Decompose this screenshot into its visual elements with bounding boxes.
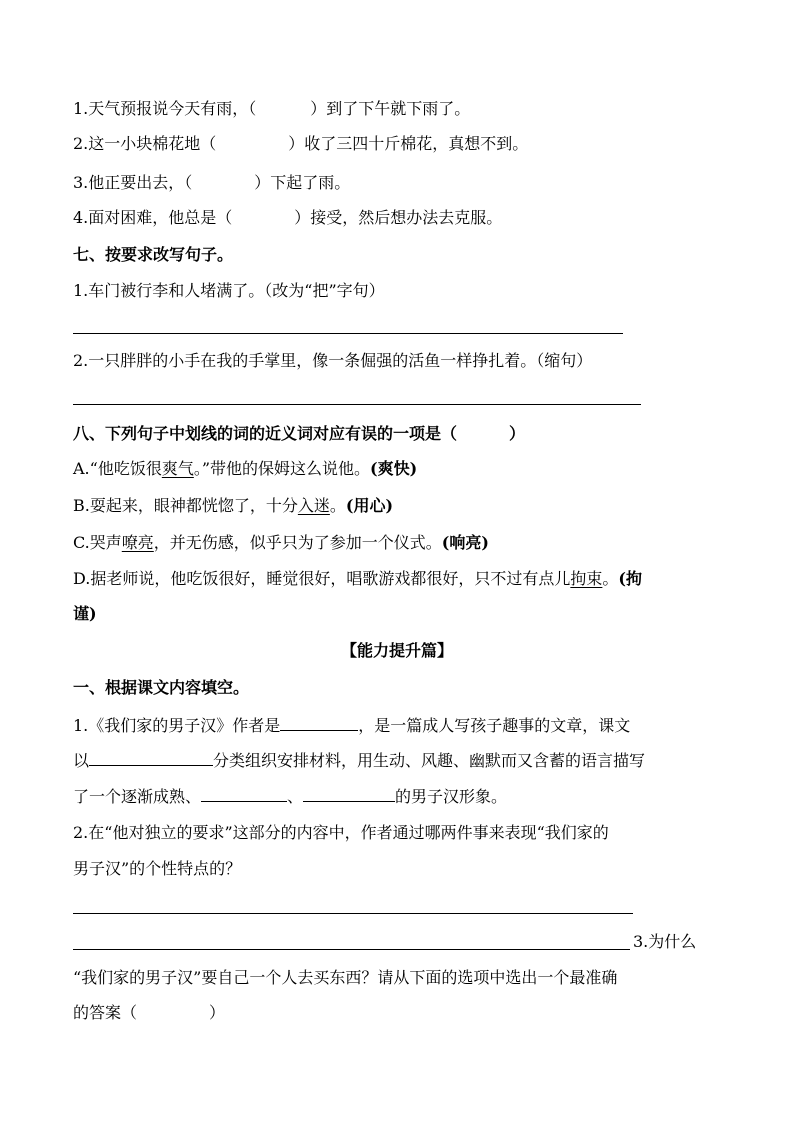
underlined-word: 爽气 (161, 459, 194, 478)
fill-item-text: 4.面对困难，他总是（ (73, 208, 233, 227)
underlined-word: 嘹亮 (121, 533, 154, 552)
answer-line[interactable] (73, 949, 630, 950)
answer-blank[interactable] (89, 749, 213, 766)
fill-item-4 (73, 207, 502, 229)
question-text: 的答案（ (73, 1003, 138, 1022)
option-text: B.耍起来，眼神都恍惚了，十分 (73, 496, 298, 515)
question-text: ，是一篇成人写孩子趣事的文章，课文 (358, 716, 631, 735)
option-d (73, 568, 642, 590)
question-text: 分类组织安排材料，用生动、风趣、幽默而又含蓄的语言描写 (213, 751, 646, 770)
option-text: D.据老师说，他吃饭很好，睡觉很好，唱歌游戏都很好，只不过有点儿 (73, 569, 571, 588)
question-text: ） (209, 1003, 226, 1022)
question-2-line-2: 男子汉”的个性特点的？ (73, 859, 242, 878)
answer-line[interactable] (73, 333, 623, 334)
fill-item-text: ）收了三四十斤棉花，真想不到。 (288, 134, 529, 153)
option-text: 。 (329, 496, 346, 515)
section-8-title (73, 423, 525, 445)
question-text: 了一个逐渐成熟、 (73, 787, 202, 806)
question-2-line-1: 2.在“他对独立的要求”这部分的内容中，作者通过哪两件事来表现“我们家的 (73, 823, 609, 842)
section-8-title-text: 八、下列句子中划线的词的近义词对应有误的一项是（ (73, 424, 458, 443)
question-text: 以 (73, 751, 90, 770)
rewrite-question-2: 2.一只胖胖的小手在我的手掌里，像一条倔强的活鱼一样挣扎着。（缩句） (73, 351, 593, 370)
question-3-line-1: “我们家的男子汉”要自己一个人去买东西？请从下面的选项中选出一个最准确 (73, 968, 618, 987)
option-c (73, 532, 489, 554)
fill-item-text: 1.天气预报说今天有雨，（ (73, 99, 257, 118)
fill-item-text: ）接受，然后想办法去克服。 (294, 208, 503, 227)
option-b (73, 495, 393, 517)
synonym-answer: (用心) (345, 496, 394, 515)
fill-question-1-line-1 (73, 714, 630, 737)
answer-line[interactable] (73, 913, 633, 914)
question-text: 的男子汉形象。 (395, 787, 508, 806)
fill-item-text: ）到了下午就下雨了。 (310, 99, 471, 118)
synonym-answer: (拘 (618, 569, 642, 588)
option-text: A.“他吃饭很 (73, 459, 162, 478)
fill-item-text: 2.这一小块棉花地（ (73, 134, 217, 153)
option-d-answer-cont: 谨) (73, 604, 97, 623)
fill-item-text: 3.他正要出去，（ (73, 173, 193, 192)
answer-line[interactable] (73, 404, 641, 405)
underlined-word: 拘束 (570, 569, 603, 588)
section-7-title: 七、按要求改写句子。 (73, 245, 234, 264)
question-text: 、 (287, 787, 304, 806)
question-text: 1.《我们家的男子汉》作者是 (73, 716, 281, 735)
option-text: ，并无伤感，似乎只为了参加一个仪式。 (153, 533, 442, 552)
option-text: C.哭声 (73, 533, 122, 552)
fill-item-text: ）下起了雨。 (254, 173, 351, 192)
answer-blank[interactable] (201, 785, 287, 802)
question-3-line-2 (73, 1002, 225, 1024)
option-a (73, 458, 417, 480)
fill-item-2 (73, 133, 528, 155)
rewrite-question-1: 1.车门被行李和人堵满了。（改为“把”字句） (73, 281, 385, 300)
ability-section-1-title: 一、根据课文内容填空。 (73, 678, 250, 697)
fill-item-1 (73, 98, 470, 120)
answer-blank[interactable] (303, 785, 395, 802)
ability-heading: 【能力提升篇】 (340, 641, 453, 660)
synonym-answer: (爽快) (370, 459, 418, 478)
fill-item-3 (73, 172, 350, 194)
underlined-word: 入迷 (297, 496, 330, 515)
question-3-start: 3.为什么 (633, 932, 697, 951)
answer-blank[interactable] (280, 714, 358, 731)
fill-question-1-line-3 (73, 785, 507, 808)
synonym-answer: (响亮) (441, 533, 489, 552)
option-text: 。 (602, 569, 619, 588)
section-8-title-close: ） (509, 424, 526, 443)
option-text: 。”带他的保姆这么说他。 (193, 459, 371, 478)
fill-question-1-line-2 (73, 749, 645, 772)
